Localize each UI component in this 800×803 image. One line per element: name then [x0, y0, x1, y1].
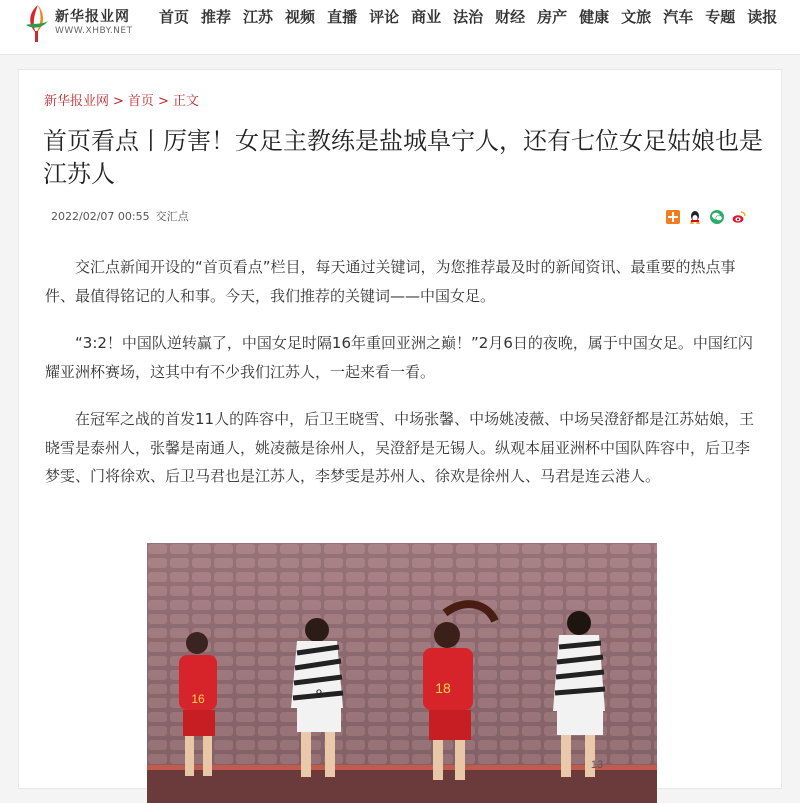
- publish-date: 2022/02/07 00:55: [51, 210, 150, 223]
- jersey-number: 8: [315, 687, 323, 701]
- nav-item-live[interactable]: 直播: [327, 8, 358, 26]
- logo-url: WWW.XHBY.NET: [55, 26, 133, 36]
- weibo-icon[interactable]: [732, 210, 746, 224]
- football-match-photo: [147, 543, 657, 803]
- article-meta: [51, 208, 189, 224]
- article-paragraph: 交汇点新闻开设的“首页看点”栏目，每天通过关键词，为您推荐最及时的新闻资讯、最重要的热点事件、最值得铭记的人和事。今天，我们推荐的关键词——中国女足。: [45, 258, 736, 305]
- nav-item-special[interactable]: 专题: [705, 8, 736, 26]
- jersey-number: 13: [590, 759, 604, 771]
- nav-item-realestate[interactable]: 房产: [537, 8, 568, 26]
- logo-title: 新华报业网: [55, 9, 130, 25]
- main-nav: [159, 6, 789, 27]
- nav-item-home[interactable]: 首页: [159, 8, 190, 26]
- nav-item-comment[interactable]: 评论: [369, 8, 400, 26]
- plus-share-icon[interactable]: [666, 210, 680, 224]
- logo-mark-icon: [22, 3, 52, 43]
- nav-item-business[interactable]: 商业: [411, 8, 442, 26]
- article-card: [18, 69, 782, 789]
- article-source: 交汇点: [155, 210, 189, 223]
- article-paragraph: 在冠军之战的首发11人的阵容中，后卫王晓雪、中场张馨、中场姚凌薇、中场吴澄舒都是江苏姑娘，王晓雪是泰州人，张馨是南通人，姚凌薇是徐州人，吴澄舒是无锡人。纵观本届亚洲杯中国队阵容中，后卫李梦雯、门将徐欢、后卫马君也是江苏人，李梦雯是苏州人、徐欢是徐州人、马君是连云港人。: [45, 410, 755, 485]
- nav-item-auto[interactable]: 汽车: [663, 8, 694, 26]
- nav-item-law[interactable]: 法治: [453, 8, 484, 26]
- article-paragraph: “3:2！中国队逆转赢了，中国女足时隔16年重回亚洲之巅！”2月6日的夜晚，属于中国女足。中国红闪耀亚洲杯赛场，这其中有不少我们江苏人，一起来看一看。: [45, 334, 753, 381]
- share-bar: [666, 210, 754, 224]
- site-header: [0, 0, 800, 55]
- nav-item-health[interactable]: 健康: [579, 8, 610, 26]
- breadcrumb-site[interactable]: 新华报业网: [44, 94, 110, 109]
- qq-icon[interactable]: [688, 210, 702, 224]
- breadcrumb-current: 正文: [172, 94, 199, 109]
- article-title: 首页看点丨厉害！女足主教练是盐城阜宁人，还有七位女足姑娘也是江苏人: [43, 127, 763, 188]
- breadcrumb-separator: >: [113, 94, 124, 109]
- breadcrumb: [44, 90, 199, 109]
- jersey-number: 18: [435, 680, 451, 696]
- nav-item-video[interactable]: 视频: [285, 8, 316, 26]
- site-logo[interactable]: [22, 3, 142, 47]
- jersey-number: 16: [191, 692, 205, 706]
- breadcrumb-home[interactable]: 首页: [127, 94, 154, 109]
- article-photo: [147, 543, 657, 803]
- nav-item-finance[interactable]: 财经: [495, 8, 526, 26]
- nav-item-jiangsu[interactable]: 江苏: [243, 8, 274, 26]
- nav-item-recommend[interactable]: 推荐: [201, 8, 232, 26]
- breadcrumb-separator: >: [157, 94, 169, 109]
- nav-item-culture-travel[interactable]: 文旅: [621, 8, 652, 26]
- nav-item-epaper[interactable]: 读报: [747, 8, 778, 26]
- wechat-icon[interactable]: [710, 210, 724, 224]
- article-body: [45, 253, 763, 510]
